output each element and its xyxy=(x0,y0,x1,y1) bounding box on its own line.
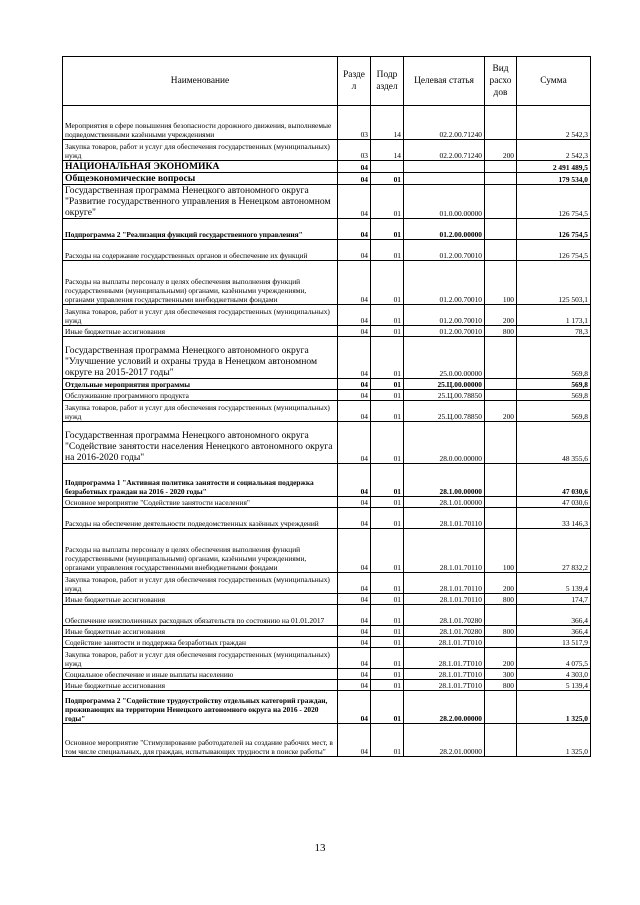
row-kind xyxy=(485,497,517,508)
row-kind: 200 xyxy=(485,305,517,326)
row-name: Иные бюджетные ассигнования xyxy=(63,594,338,605)
table-row xyxy=(63,637,591,648)
row-subsection: 01 xyxy=(371,648,404,669)
table-body xyxy=(63,57,591,757)
row-name: Подпрограмма 2 "Содействие трудоустройству отдельных категорий граждан, проживающих на территории Ненецкого автономного округа на 2016 - 2020 годы" xyxy=(63,691,338,724)
row-name: Основное мероприятие "Содействие занятости населения" xyxy=(63,497,338,508)
row-target: 01.2.00.70010 xyxy=(404,240,485,261)
row-section: 03 xyxy=(338,106,371,140)
row-subsection: 01 xyxy=(371,379,404,390)
table-row xyxy=(63,219,591,240)
row-target: 25.Ц.00.00000 xyxy=(404,379,485,390)
row-subsection: 14 xyxy=(371,106,404,140)
row-subsection: 01 xyxy=(371,529,404,573)
row-section: 04 xyxy=(338,401,371,422)
table-row xyxy=(63,173,591,185)
row-name: Подпрограмма 2 "Реализация функций государственного управления" xyxy=(63,219,338,240)
row-section: 04 xyxy=(338,594,371,605)
row-amount: 569,8 xyxy=(517,379,591,390)
table-row xyxy=(63,379,591,390)
row-target: 01.2.00.00000 xyxy=(404,219,485,240)
row-amount: 366,4 xyxy=(517,626,591,637)
table-row xyxy=(63,140,591,161)
row-target: 28.1.01.70280 xyxy=(404,605,485,626)
row-subsection: 01 xyxy=(371,390,404,401)
row-amount: 366,4 xyxy=(517,605,591,626)
budget-table xyxy=(62,56,591,757)
row-target xyxy=(404,161,485,173)
row-kind xyxy=(485,605,517,626)
table-row xyxy=(63,337,591,379)
row-kind xyxy=(485,161,517,173)
row-kind xyxy=(485,219,517,240)
row-kind xyxy=(485,422,517,464)
row-kind xyxy=(485,724,517,757)
table-row xyxy=(63,605,591,626)
row-section: 04 xyxy=(338,379,371,390)
row-name: Мероприятия в сфере повышения безопасности дорожного движения, выполняемые подведомственными казёнными учреждениями xyxy=(63,106,338,140)
row-name: Иные бюджетные ассигнования xyxy=(63,326,338,337)
row-subsection xyxy=(371,161,404,173)
row-section: 04 xyxy=(338,691,371,724)
row-target: 28.1.00.00000 xyxy=(404,464,485,497)
row-subsection: 01 xyxy=(371,337,404,379)
row-kind xyxy=(485,508,517,529)
row-target: 25.Ц.00.78850 xyxy=(404,401,485,422)
row-amount: 48 355,6 xyxy=(517,422,591,464)
row-subsection: 01 xyxy=(371,724,404,757)
table-row xyxy=(63,464,591,497)
row-section: 04 xyxy=(338,497,371,508)
row-subsection: 01 xyxy=(371,219,404,240)
row-section: 03 xyxy=(338,140,371,161)
row-target: 01.0.00.00000 xyxy=(404,185,485,219)
row-amount: 569,8 xyxy=(517,337,591,379)
row-target: 28.1.01.70110 xyxy=(404,508,485,529)
row-section: 04 xyxy=(338,422,371,464)
row-subsection: 01 xyxy=(371,691,404,724)
row-amount: 179 534,0 xyxy=(517,173,591,185)
row-name: Расходы на выплаты персоналу в целях обеспечения выполнения функций государственными (муниципальными) органами, казёнными учреждениями, органами управления государственными внебюджетными фондами xyxy=(63,261,338,305)
row-target: 02.2.00.71240 xyxy=(404,140,485,161)
row-section: 04 xyxy=(338,648,371,669)
table-row xyxy=(63,724,591,757)
row-section: 04 xyxy=(338,573,371,594)
row-subsection: 01 xyxy=(371,626,404,637)
row-name: Закупка товаров, работ и услуг для обеспечения государственных (муниципальных) нужд xyxy=(63,401,338,422)
row-amount: 126 754,5 xyxy=(517,240,591,261)
row-section: 04 xyxy=(338,261,371,305)
row-subsection: 01 xyxy=(371,261,404,305)
table-row xyxy=(63,573,591,594)
table-row xyxy=(63,529,591,573)
row-name: НАЦИОНАЛЬНАЯ ЭКОНОМИКА xyxy=(63,161,338,173)
row-name: Обслуживание программного продукта xyxy=(63,390,338,401)
row-target: 28.1.01.70110 xyxy=(404,594,485,605)
table-row xyxy=(63,390,591,401)
row-name: Иные бюджетные ассигнования xyxy=(63,680,338,691)
row-name: Закупка товаров, работ и услуг для обеспечения государственных (муниципальных) нужд xyxy=(63,305,338,326)
row-subsection: 01 xyxy=(371,594,404,605)
row-subsection: 01 xyxy=(371,240,404,261)
row-target: 28.1.01.7Т010 xyxy=(404,648,485,669)
row-subsection: 01 xyxy=(371,422,404,464)
row-kind xyxy=(485,379,517,390)
row-section: 04 xyxy=(338,464,371,497)
row-kind: 800 xyxy=(485,326,517,337)
row-target: 25.Ц.00.78850 xyxy=(404,390,485,401)
row-subsection: 01 xyxy=(371,508,404,529)
row-amount: 569,8 xyxy=(517,390,591,401)
row-section: 04 xyxy=(338,219,371,240)
row-kind xyxy=(485,185,517,219)
row-target: 28.1.01.7Т010 xyxy=(404,669,485,680)
row-amount: 174,7 xyxy=(517,594,591,605)
table-row xyxy=(63,185,591,219)
row-kind xyxy=(485,637,517,648)
header-kind: Вид расхо дов xyxy=(485,57,517,106)
row-kind: 300 xyxy=(485,669,517,680)
row-amount: 2 491 489,5 xyxy=(517,161,591,173)
row-subsection: 01 xyxy=(371,305,404,326)
row-amount: 126 754,5 xyxy=(517,219,591,240)
row-subsection: 01 xyxy=(371,464,404,497)
table-row xyxy=(63,401,591,422)
table-row xyxy=(63,161,591,173)
table-row xyxy=(63,691,591,724)
row-amount: 47 030,6 xyxy=(517,464,591,497)
row-subsection: 01 xyxy=(371,637,404,648)
row-amount: 33 146,3 xyxy=(517,508,591,529)
row-amount: 78,3 xyxy=(517,326,591,337)
row-name: Государственная программа Ненецкого автономного округа "Улучшение условий и охраны труда в Ненецком автономном округе на 2015-2017 годы" xyxy=(63,337,338,379)
table-row xyxy=(63,261,591,305)
table-row xyxy=(63,497,591,508)
row-subsection: 01 xyxy=(371,669,404,680)
table-row xyxy=(63,326,591,337)
table-row xyxy=(63,508,591,529)
row-amount: 1 325,0 xyxy=(517,691,591,724)
row-section: 04 xyxy=(338,185,371,219)
row-kind: 200 xyxy=(485,401,517,422)
table-row xyxy=(63,594,591,605)
row-name: Закупка товаров, работ и услуг для обеспечения государственных (муниципальных) нужд xyxy=(63,140,338,161)
row-target: 28.1.01.70110 xyxy=(404,573,485,594)
table-row xyxy=(63,106,591,140)
row-kind: 100 xyxy=(485,529,517,573)
row-name: Государственная программа Ненецкого автономного округа "Содействие занятости населения Ненецкого автономного округа на 2016-2020 годы" xyxy=(63,422,338,464)
header-row xyxy=(63,57,591,106)
header-section: Разде л xyxy=(338,57,371,106)
row-target: 28.0.00.00000 xyxy=(404,422,485,464)
row-amount: 2 542,3 xyxy=(517,140,591,161)
row-amount: 2 542,3 xyxy=(517,106,591,140)
row-subsection: 01 xyxy=(371,605,404,626)
row-amount: 1 173,1 xyxy=(517,305,591,326)
row-section: 04 xyxy=(338,637,371,648)
row-kind: 800 xyxy=(485,680,517,691)
row-kind xyxy=(485,173,517,185)
row-amount: 4 075,5 xyxy=(517,648,591,669)
row-amount: 5 139,4 xyxy=(517,573,591,594)
row-section: 04 xyxy=(338,680,371,691)
row-amount: 27 832,2 xyxy=(517,529,591,573)
row-amount: 4 303,0 xyxy=(517,669,591,680)
header-amount: Сумма xyxy=(517,57,591,106)
row-target: 01.2.00.70010 xyxy=(404,305,485,326)
row-subsection: 01 xyxy=(371,173,404,185)
header-subsection: Подр аздел xyxy=(371,57,404,106)
row-target: 28.2.00.00000 xyxy=(404,691,485,724)
row-kind: 200 xyxy=(485,140,517,161)
row-name: Государственная программа Ненецкого автономного округа "Развитие государственного управления в Ненецком автономном округе" xyxy=(63,185,338,219)
row-section: 04 xyxy=(338,161,371,173)
table-row xyxy=(63,680,591,691)
row-name: Подпрограмма 1 "Активная политика занятости и социальная поддержка безработных граждан на 2016 - 2020 годы" xyxy=(63,464,338,497)
row-kind: 200 xyxy=(485,573,517,594)
row-section: 04 xyxy=(338,337,371,379)
row-subsection: 01 xyxy=(371,326,404,337)
row-subsection: 14 xyxy=(371,140,404,161)
row-kind: 100 xyxy=(485,261,517,305)
table-row xyxy=(63,422,591,464)
header-target: Целевая статья xyxy=(404,57,485,106)
row-subsection: 01 xyxy=(371,401,404,422)
row-kind: 200 xyxy=(485,648,517,669)
row-name: Расходы на содержание государственных органов и обеспечение их функций xyxy=(63,240,338,261)
row-target xyxy=(404,173,485,185)
table-row xyxy=(63,305,591,326)
row-name: Обеспечение неисполненных расходных обязательств по состоянию на 01.01.2017 xyxy=(63,605,338,626)
row-target: 02.2.00.71240 xyxy=(404,106,485,140)
row-target: 28.1.01.00000 xyxy=(404,497,485,508)
row-kind xyxy=(485,464,517,497)
row-name: Отдельные мероприятия программы xyxy=(63,379,338,390)
header-name: Наименование xyxy=(63,57,338,106)
row-section: 04 xyxy=(338,724,371,757)
row-subsection: 01 xyxy=(371,185,404,219)
row-name: Закупка товаров, работ и услуг для обеспечения государственных (муниципальных) нужд xyxy=(63,648,338,669)
row-amount: 569,8 xyxy=(517,401,591,422)
row-section: 04 xyxy=(338,173,371,185)
table-row xyxy=(63,240,591,261)
row-amount: 47 030,6 xyxy=(517,497,591,508)
row-name: Основное мероприятие "Стимулирование работодателей на создание рабочих мест, в том числе специальных, для граждан, испытывающих трудности в поиске работы" xyxy=(63,724,338,757)
row-subsection: 01 xyxy=(371,573,404,594)
row-section: 04 xyxy=(338,508,371,529)
row-name: Социальное обеспечение и иные выплаты населению xyxy=(63,669,338,680)
row-amount: 5 139,4 xyxy=(517,680,591,691)
row-subsection: 01 xyxy=(371,680,404,691)
table-row xyxy=(63,669,591,680)
row-target: 25.0.00.00000 xyxy=(404,337,485,379)
row-kind xyxy=(485,240,517,261)
row-kind xyxy=(485,390,517,401)
row-target: 01.2.00.70010 xyxy=(404,326,485,337)
row-section: 04 xyxy=(338,240,371,261)
row-name: Иные бюджетные ассигнования xyxy=(63,626,338,637)
row-amount: 1 325,0 xyxy=(517,724,591,757)
row-section: 04 xyxy=(338,669,371,680)
row-section: 04 xyxy=(338,626,371,637)
row-section: 04 xyxy=(338,529,371,573)
row-kind xyxy=(485,337,517,379)
row-kind xyxy=(485,106,517,140)
row-name: Закупка товаров, работ и услуг для обеспечения государственных (муниципальных) нужд xyxy=(63,573,338,594)
row-target: 28.1.01.70110 xyxy=(404,529,485,573)
row-name: Содействие занятости и поддержка безработных граждан xyxy=(63,637,338,648)
row-amount: 125 503,1 xyxy=(517,261,591,305)
row-kind xyxy=(485,691,517,724)
row-name: Расходы на обеспечение деятельности подведомственных казённых учреждений xyxy=(63,508,338,529)
table-row xyxy=(63,626,591,637)
row-kind: 800 xyxy=(485,594,517,605)
row-target: 28.1.01.70280 xyxy=(404,626,485,637)
row-target: 01.2.00.70010 xyxy=(404,261,485,305)
row-amount: 126 754,5 xyxy=(517,185,591,219)
row-amount: 13 517,9 xyxy=(517,637,591,648)
row-target: 28.1.01.7Т010 xyxy=(404,637,485,648)
row-target: 28.1.01.7Т010 xyxy=(404,680,485,691)
row-subsection: 01 xyxy=(371,497,404,508)
row-section: 04 xyxy=(338,390,371,401)
row-section: 04 xyxy=(338,605,371,626)
row-name: Общеэкономические вопросы xyxy=(63,173,338,185)
row-target: 28.2.01.00000 xyxy=(404,724,485,757)
row-section: 04 xyxy=(338,305,371,326)
row-section: 04 xyxy=(338,326,371,337)
row-name: Расходы на выплаты персоналу в целях обеспечения выполнения функций государственными (муниципальными) органами, казёнными учреждениями, органами управления государственными внебюджетными фондами xyxy=(63,529,338,573)
page-number: 13 xyxy=(314,842,326,854)
table-row xyxy=(63,648,591,669)
row-kind: 800 xyxy=(485,626,517,637)
